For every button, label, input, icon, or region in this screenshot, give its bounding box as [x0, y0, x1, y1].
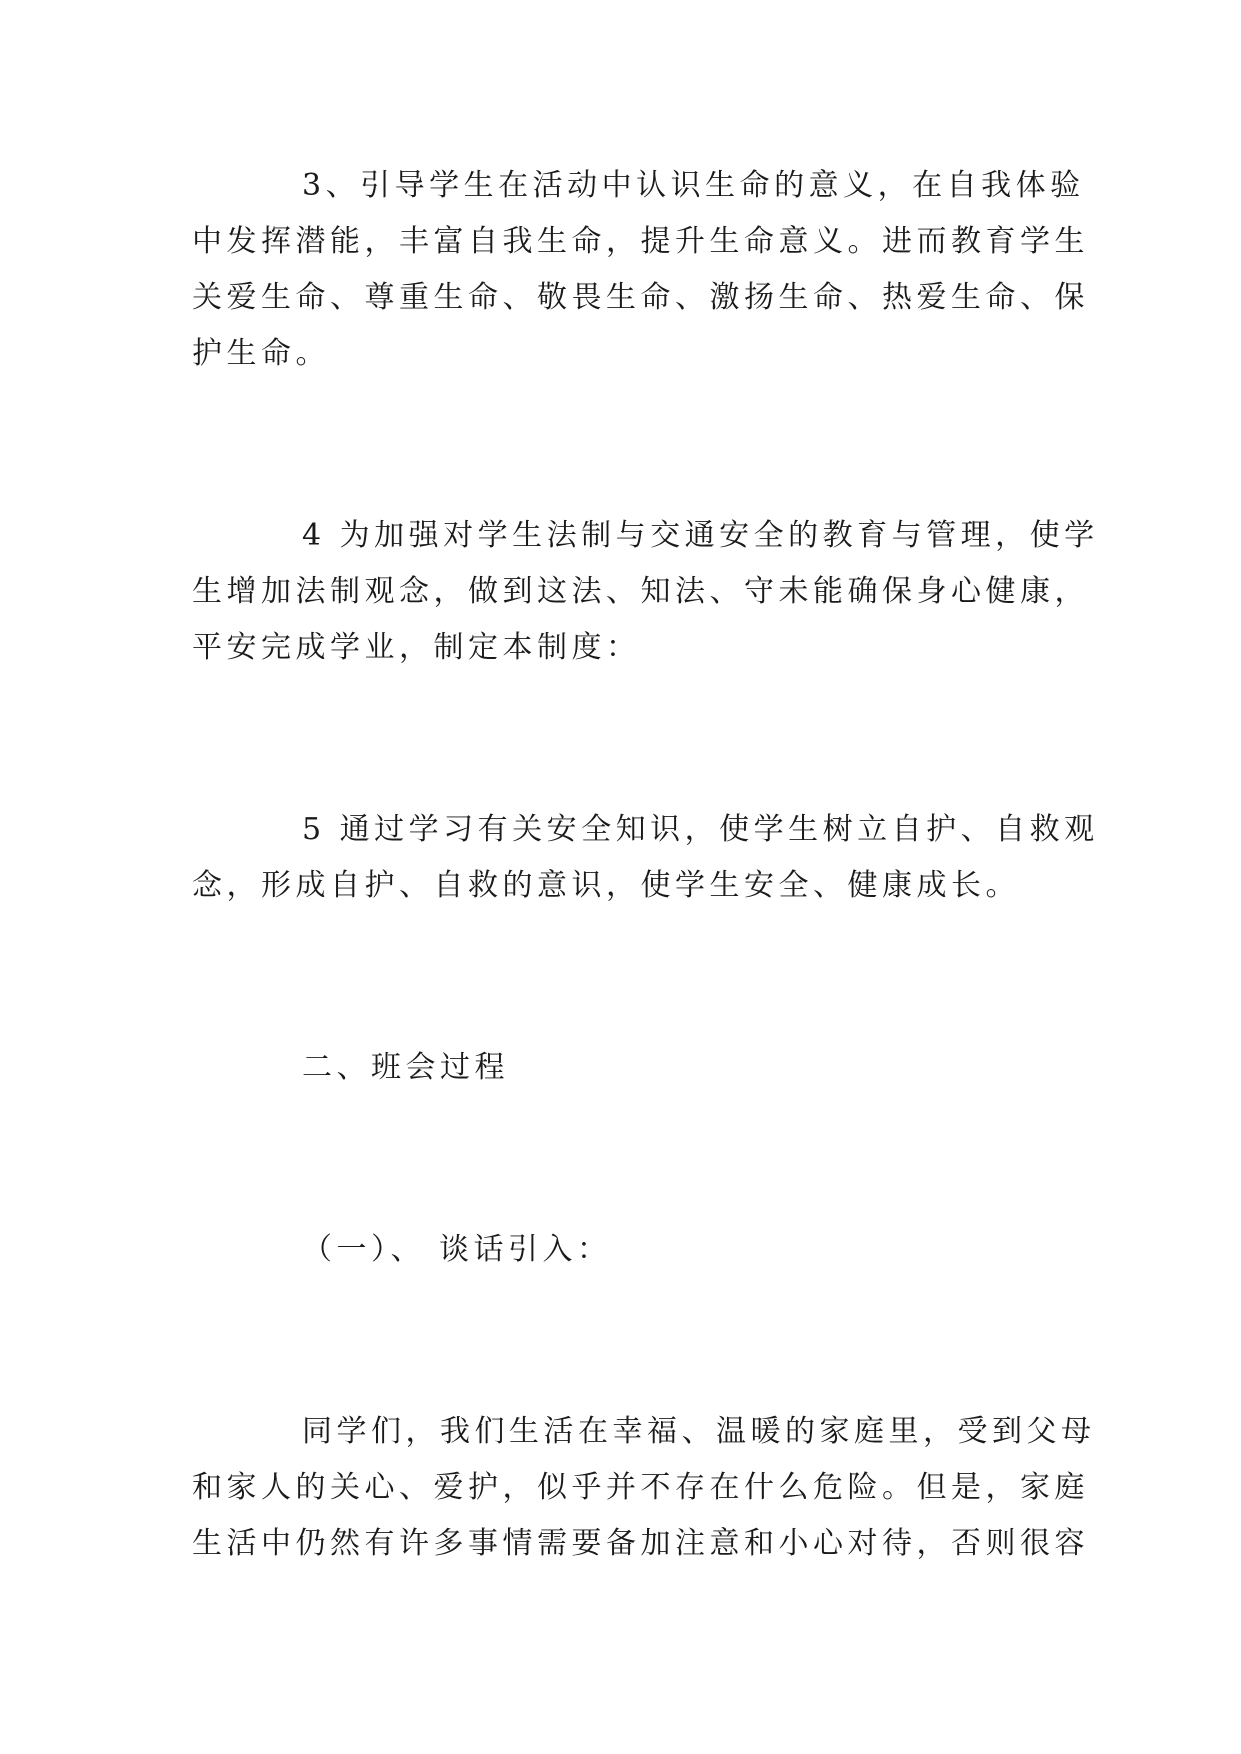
- paragraph-line: 4 为加强对学生法制与交通安全的教育与管理，使学: [302, 518, 1099, 553]
- section-heading: 二、班会过程: [302, 1050, 509, 1085]
- paragraph-line: 3、引导学生在活动中认识生命的意义，在自我体验: [302, 168, 1085, 203]
- paragraph-line: 5 通过学习有关安全知识，使学生树立自护、自救观: [302, 812, 1099, 847]
- paragraph-line: 平安完成学业，制定本制度：: [192, 630, 641, 665]
- paragraph-line: 念，形成自护、自救的意识，使学生安全、健康成长。: [192, 868, 1020, 903]
- paragraph-line: 生增加法制观念，做到这法、知法、守未能确保身心健康，: [192, 574, 1089, 609]
- paragraph-line: 和家人的关心、爱护，似乎并不存在什么危险。但是，家庭: [192, 1470, 1089, 1505]
- subsection-heading: （一）、 谈话引入：: [302, 1232, 612, 1267]
- paragraph-line: 生活中仍然有许多事情需要备加注意和小心对待，否则很容: [192, 1526, 1089, 1561]
- paragraph-line: 中发挥潜能，丰富自我生命，提升生命意义。进而教育学生: [192, 224, 1089, 259]
- paragraph-line: 关爱生命、尊重生命、敬畏生命、激扬生命、热爱生命、保: [192, 280, 1089, 315]
- paragraph-line: 护生命。: [192, 336, 330, 371]
- paragraph-line: 同学们，我们生活在幸福、温暖的家庭里，受到父母: [302, 1414, 1096, 1449]
